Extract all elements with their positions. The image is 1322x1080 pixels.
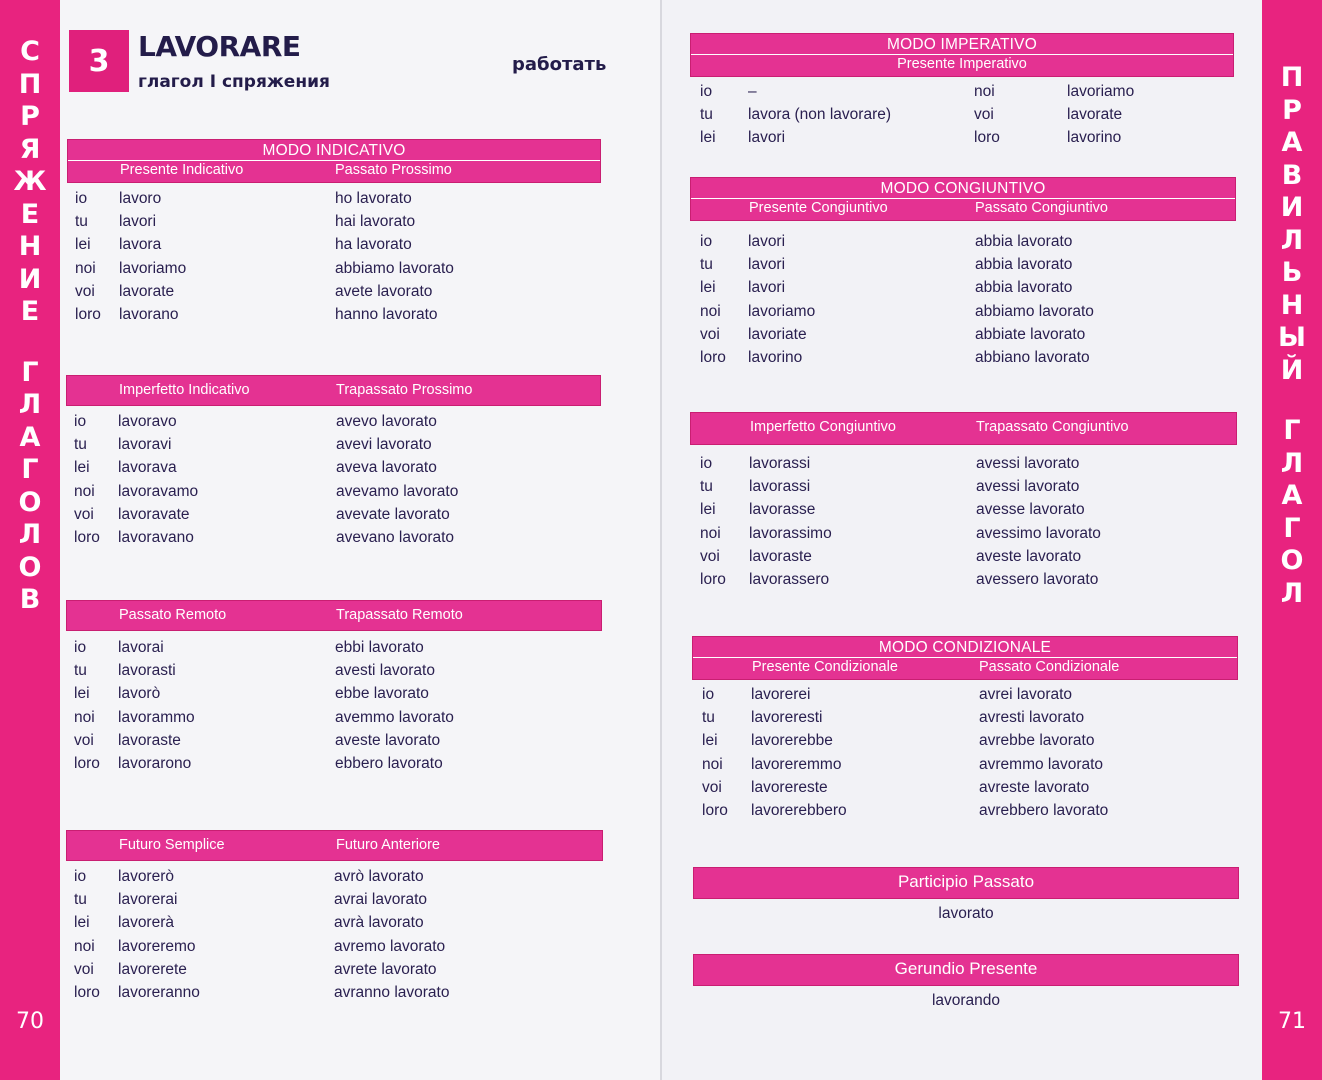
side-label-letter: Г <box>1283 512 1301 544</box>
section-congiuntivo <box>690 177 1236 372</box>
table-row <box>66 914 603 937</box>
pronoun-cell: loro <box>700 348 726 366</box>
verb-form-cell: lavorino <box>1067 129 1122 147</box>
side-label-letter: Я <box>19 133 41 165</box>
mood-title: MODO CONGIUNTIVO <box>880 180 1046 197</box>
table-row <box>690 256 1236 279</box>
pronoun-cell: io <box>700 233 713 250</box>
pronoun-cell: loro <box>74 754 100 772</box>
pronoun-cell: io <box>700 455 713 472</box>
tense-header-1: Presente Congiuntivo <box>749 200 888 216</box>
participio-value: lavorato <box>938 905 994 922</box>
pronoun-cell: loro <box>974 129 1000 147</box>
verb-form-cell: avremo lavorato <box>334 937 446 955</box>
verb-form-cell: lavorano <box>119 305 179 323</box>
side-label-letter: Г <box>21 356 39 388</box>
table-row <box>66 483 601 506</box>
verb-form-cell: lavorai <box>118 639 164 656</box>
side-label-letter: Г <box>21 454 39 485</box>
verb-form-cell: lavoreranno <box>118 983 200 1001</box>
side-label-letter: Р <box>1282 94 1302 126</box>
pronoun-cell: io <box>702 686 715 703</box>
verb-form-cell: avessi lavorato <box>976 478 1080 496</box>
section-header <box>66 830 603 861</box>
tense-header-2: Futuro Anteriore <box>336 837 440 853</box>
verb-form-cell: lavoravate <box>118 505 190 523</box>
verb-form-cell: lavoravo <box>118 413 177 430</box>
table-row <box>67 213 601 236</box>
section-header <box>693 867 1239 899</box>
verb-form-cell: avrei lavorato <box>979 686 1073 703</box>
table-row <box>690 501 1237 524</box>
table-row <box>690 233 1236 256</box>
pronoun-cell: loro <box>74 983 100 1001</box>
table-row <box>692 779 1238 802</box>
pronoun-cell: voi <box>700 325 720 343</box>
page-number-right: 71 <box>1278 1009 1306 1034</box>
verb-form-cell: lavorasse <box>749 501 816 519</box>
pronoun-cell: io <box>74 639 87 656</box>
tense-header-2: Passato Congiuntivo <box>975 200 1108 216</box>
pronoun-cell: voi <box>702 778 722 796</box>
side-label-letter: Л <box>1280 224 1304 256</box>
section-header <box>690 412 1237 445</box>
conjugation-table <box>690 233 1236 372</box>
verb-form-cell: avesse lavorato <box>976 501 1085 519</box>
table-row <box>66 891 603 914</box>
section-header <box>693 954 1239 986</box>
verb-form-cell: lavorerai <box>118 891 178 909</box>
section-header <box>66 600 602 631</box>
section-header <box>66 375 601 406</box>
section-header <box>692 636 1238 680</box>
verb-form-cell: abbia lavorato <box>975 256 1073 274</box>
verb-form-cell: lavorassimo <box>749 524 832 542</box>
verb-form-cell: lavori <box>119 213 157 231</box>
section-header <box>690 33 1234 77</box>
table-row <box>66 709 602 732</box>
pronoun-cell: noi <box>74 708 95 726</box>
pronoun-cell: lei <box>702 732 718 750</box>
page-number-left: 70 <box>16 1009 44 1034</box>
participio-title: Participio Passato <box>897 872 1035 891</box>
verb-form-cell: lavoreremmo <box>751 755 842 773</box>
table-row <box>66 662 602 685</box>
side-label-letter: О <box>1280 545 1304 576</box>
table-row <box>690 571 1237 594</box>
verb-form-cell: lavoreresti <box>751 709 823 727</box>
pronoun-cell: tu <box>702 709 715 727</box>
table-row <box>66 732 602 755</box>
verb-conjugation: глагол I спряжения <box>138 72 330 92</box>
table-row <box>690 478 1237 501</box>
verb-form-cell: lavoraste <box>118 731 181 749</box>
verb-form-cell: lavorarono <box>118 754 192 772</box>
pronoun-cell: loro <box>74 528 100 546</box>
side-label-letter: А <box>1281 127 1303 158</box>
verb-form-cell: lavorino <box>748 348 803 366</box>
pronoun-cell: noi <box>700 524 721 542</box>
table-row <box>66 868 603 891</box>
conjugation-table <box>66 868 603 1007</box>
pronoun-cell: lei <box>700 279 716 297</box>
pronoun-cell: voi <box>75 282 95 300</box>
side-label-letter: О <box>18 551 42 583</box>
table-row <box>690 525 1237 548</box>
verb-form-cell: lavorassi <box>749 478 811 496</box>
mood-title: MODO CONDIZIONALE <box>878 639 1052 656</box>
side-label-letter: И <box>1280 192 1304 223</box>
verb-form-cell: hanno lavorato <box>335 305 438 323</box>
side-label-letter: А <box>1281 480 1303 511</box>
verb-form-cell: avevate lavorato <box>336 505 450 523</box>
verb-form-cell: avemmo lavorato <box>335 708 454 726</box>
tense-header-2: Trapassato Remoto <box>336 607 463 623</box>
gerundio-title: Gerundio Presente <box>894 959 1038 978</box>
tense-header-1: Passato Remoto <box>119 607 227 623</box>
side-label-letter: Л <box>1280 577 1304 609</box>
verb-form-cell: avrebbe lavorato <box>979 732 1095 750</box>
verb-form-cell: lavorasti <box>118 662 176 680</box>
verb-form-cell: lavorate <box>119 282 175 300</box>
pronoun-cell: voi <box>700 547 720 565</box>
table-row <box>66 961 603 984</box>
right-side-label <box>1262 62 1322 610</box>
side-label-letter: Ы <box>1278 322 1306 353</box>
verb-form-cell: lavoriamo <box>748 302 816 320</box>
verb-form-cell: lavora (non lavorare) <box>748 106 892 124</box>
side-label-letter: П <box>1280 62 1304 93</box>
left-side-strip <box>0 0 60 1080</box>
table-row <box>67 190 601 213</box>
mood-title: MODO IMPERATIVO <box>887 36 1037 53</box>
verb-form-cell: lavori <box>748 256 786 274</box>
verb-form-cell: avresti lavorato <box>979 709 1085 727</box>
tense-header-1: Presente Imperativo <box>897 56 1027 72</box>
verb-form-cell: lavorerebbe <box>751 732 833 750</box>
tense-header-2: Passato Prossimo <box>335 162 452 178</box>
tense-header-2: Trapassato Congiuntivo <box>976 419 1129 435</box>
tense-header-1: Imperfetto Congiuntivo <box>750 419 896 435</box>
section-imperfetto <box>66 375 601 552</box>
verb-form-cell: lavoro <box>119 190 162 207</box>
side-label-letter: П <box>18 68 42 100</box>
verb-form-cell: avrò lavorato <box>334 868 424 885</box>
mood-title: MODO INDICATIVO <box>262 142 406 159</box>
pronoun-cell: loro <box>75 305 101 323</box>
conjugation-table <box>66 639 602 778</box>
side-label-letter: И <box>18 263 42 295</box>
pronoun-cell: noi <box>700 302 721 320</box>
verb-form-cell: abbia lavorato <box>975 279 1073 297</box>
pronoun-cell: lei <box>75 236 91 254</box>
table-row <box>67 260 601 283</box>
verb-form-cell: lavori <box>748 233 786 250</box>
tense-header-1: Imperfetto Indicativo <box>119 382 250 398</box>
pronoun-cell: io <box>700 83 713 100</box>
verb-form-cell: lavori <box>748 279 786 297</box>
side-label-letter: Г <box>1283 415 1301 446</box>
verb-form-cell: avrai lavorato <box>334 891 428 909</box>
verb-form-cell: avessimo lavorato <box>976 524 1101 542</box>
verb-form-cell: lavora <box>119 236 162 254</box>
verb-form-cell: avessero lavorato <box>976 570 1099 588</box>
verb-form-cell: avessi lavorato <box>976 455 1080 472</box>
verb-form-cell: abbia lavorato <box>975 233 1073 250</box>
table-row <box>66 459 601 482</box>
side-label-letter: В <box>1281 159 1303 191</box>
verb-form-cell: abbiamo lavorato <box>975 302 1094 320</box>
side-label-letter: О <box>18 486 42 518</box>
pronoun-cell: voi <box>74 960 94 978</box>
verb-form-cell: lavorereste <box>751 778 828 796</box>
conjugation-table <box>67 190 601 329</box>
pronoun-cell: loro <box>700 570 726 588</box>
table-row <box>66 755 602 778</box>
pronoun-cell: noi <box>702 755 723 773</box>
side-label-letter: Л <box>1280 447 1304 479</box>
table-row <box>690 303 1236 326</box>
verb-form-cell: avevamo lavorato <box>336 482 459 500</box>
pronoun-cell: tu <box>74 891 87 909</box>
table-row <box>67 283 601 306</box>
pronoun-cell: tu <box>74 662 87 680</box>
side-label-letter: Ж <box>13 166 47 197</box>
verb-form-cell: avreste lavorato <box>979 778 1090 796</box>
gerundio-value: lavorando <box>931 992 1001 1009</box>
table-row <box>690 455 1237 478</box>
side-label-letter: А <box>19 421 41 453</box>
side-label-letter: Л <box>18 519 42 550</box>
verb-form-cell: lavorerei <box>751 686 811 703</box>
section-indicativo <box>67 139 601 329</box>
verb-form-cell: abbiate lavorato <box>975 325 1086 343</box>
table-row <box>692 709 1238 732</box>
pronoun-cell: noi <box>974 83 995 100</box>
verb-form-cell: lavorassero <box>749 570 830 588</box>
table-row <box>66 938 603 961</box>
table-row <box>66 685 602 708</box>
verb-form-cell: abbiano lavorato <box>975 348 1090 366</box>
pronoun-cell: io <box>75 190 88 207</box>
pronoun-cell: voi <box>74 505 94 523</box>
verb-form-cell: lavorassi <box>749 455 811 472</box>
verb-form-cell: avesti lavorato <box>335 662 435 680</box>
conjugation-table <box>66 413 601 552</box>
pronoun-cell: noi <box>75 259 96 277</box>
verb-form-cell: lavorava <box>118 459 177 477</box>
table-row <box>692 732 1238 755</box>
table-row <box>690 349 1236 372</box>
pronoun-cell: lei <box>700 501 716 519</box>
pronoun-cell: io <box>74 413 87 430</box>
table-row <box>692 802 1238 825</box>
side-label-letter: Й <box>1280 354 1304 386</box>
conjugation-table <box>692 686 1238 825</box>
table-row <box>66 436 601 459</box>
imperativo-table <box>690 83 1234 153</box>
verb-form-cell: lavorerà <box>118 914 174 932</box>
side-label-letter: С <box>20 36 40 67</box>
verb-form-cell: lavori <box>748 129 786 147</box>
verb-form-cell: ha lavorato <box>335 236 412 254</box>
section-participio <box>693 867 1239 923</box>
table-row <box>67 306 601 329</box>
table-row <box>690 129 1234 152</box>
verb-form-cell: lavorerò <box>118 868 174 885</box>
section-header <box>67 139 601 183</box>
pronoun-cell: lei <box>700 129 716 147</box>
verb-form-cell: ebbe lavorato <box>335 685 429 703</box>
verb-form-cell: avranno lavorato <box>334 983 450 1001</box>
left-side-label <box>0 36 60 617</box>
pronoun-cell: voi <box>74 731 94 749</box>
pronoun-cell: lei <box>74 459 90 477</box>
verb-number-badge: 3 <box>69 30 129 92</box>
table-row <box>692 756 1238 779</box>
verb-form-cell: ho lavorato <box>335 190 412 207</box>
verb-form-cell: lavoravano <box>118 528 194 546</box>
section-condizionale <box>692 636 1238 825</box>
pronoun-cell: io <box>74 868 87 885</box>
verb-form-cell: avevi lavorato <box>336 436 432 454</box>
book-spine <box>660 0 662 1080</box>
verb-form-cell: avevo lavorato <box>336 413 437 430</box>
table-row <box>690 83 1234 106</box>
pronoun-cell: voi <box>974 106 994 124</box>
pronoun-cell: tu <box>700 256 713 274</box>
side-label-letter: Ь <box>1281 257 1303 288</box>
pronoun-cell: noi <box>74 937 95 955</box>
table-row <box>66 506 601 529</box>
table-row <box>66 413 601 436</box>
pronoun-cell: tu <box>75 213 88 231</box>
verb-form-cell: aveva lavorato <box>336 459 437 477</box>
verb-form-cell: avevano lavorato <box>336 528 455 546</box>
side-label-letter: Е <box>20 296 40 327</box>
side-label-letter: Н <box>18 231 42 262</box>
pronoun-cell: noi <box>74 482 95 500</box>
verb-form-cell: avremmo lavorato <box>979 755 1104 773</box>
tense-header-2: Trapassato Prossimo <box>336 382 473 398</box>
table-row <box>690 326 1236 349</box>
side-label-letter: Н <box>1280 289 1304 321</box>
side-label-letter <box>0 329 60 357</box>
tense-header-2: Passato Condizionale <box>979 659 1120 675</box>
side-label-letter <box>1262 387 1322 415</box>
tense-header-1: Presente Condizionale <box>752 659 898 675</box>
table-row <box>690 548 1237 571</box>
verb-form-cell: ebbi lavorato <box>335 639 424 656</box>
table-row <box>692 686 1238 709</box>
right-side-strip <box>1262 0 1322 1080</box>
verb-translation: работать <box>512 54 607 75</box>
table-row <box>66 984 603 1007</box>
table-row <box>66 639 602 662</box>
verb-form-cell: aveste lavorato <box>335 731 441 749</box>
section-imperfetto-congiuntivo <box>690 412 1237 594</box>
verb-form-cell: avrete lavorato <box>334 960 437 978</box>
side-label-letter: Р <box>20 101 40 132</box>
pronoun-cell: tu <box>700 478 713 496</box>
verb-form-cell: lavoriamo <box>119 259 187 277</box>
verb-form-cell: avrebbero lavorato <box>979 801 1109 819</box>
verb-form-cell: abbiamo lavorato <box>335 259 454 277</box>
tense-header-1: Futuro Semplice <box>119 837 225 853</box>
verb-form-cell: lavorò <box>118 685 161 703</box>
verb-form-cell: lavoravamo <box>118 482 199 500</box>
verb-form-cell: lavoraste <box>749 547 812 565</box>
verb-form-cell: ebbero lavorato <box>335 754 443 772</box>
side-label-letter: Л <box>18 389 42 420</box>
tense-header-1: Presente Indicativo <box>120 162 244 178</box>
verb-form-cell: lavorerebbero <box>751 801 847 819</box>
pronoun-cell: lei <box>74 685 90 703</box>
side-label-letter: Е <box>20 198 40 230</box>
verb-form-cell: lavorerete <box>118 960 187 978</box>
verb-form-cell: aveste lavorato <box>976 547 1082 565</box>
side-label-letter: В <box>19 584 41 615</box>
section-gerundio <box>693 954 1239 1010</box>
verb-form-cell: lavoreremo <box>118 937 196 955</box>
section-imperativo <box>690 33 1234 153</box>
verb-form-cell: lavoravi <box>118 436 172 454</box>
verb-form-cell: hai lavorato <box>335 213 416 231</box>
section-header <box>690 177 1236 221</box>
table-row <box>690 279 1236 302</box>
verb-form-cell: lavorate <box>1067 106 1123 124</box>
table-row <box>690 106 1234 129</box>
verb-form-cell: avete lavorato <box>335 282 433 300</box>
verb-form-cell: lavoriate <box>748 325 807 343</box>
verb-title: LAVORARE <box>138 30 301 63</box>
verb-form-cell: avrà lavorato <box>334 914 424 932</box>
pronoun-cell: tu <box>74 436 87 454</box>
pronoun-cell: loro <box>702 801 728 819</box>
pronoun-cell: tu <box>700 106 713 124</box>
conjugation-table <box>690 455 1237 594</box>
section-remoto <box>66 600 602 778</box>
verb-form-cell: lavoriamo <box>1067 83 1135 100</box>
verb-form-cell: – <box>748 83 757 100</box>
verb-form-cell: lavorammo <box>118 708 195 726</box>
table-row <box>66 529 601 552</box>
pronoun-cell: lei <box>74 914 90 932</box>
section-futuro <box>66 830 603 1007</box>
table-row <box>67 236 601 259</box>
